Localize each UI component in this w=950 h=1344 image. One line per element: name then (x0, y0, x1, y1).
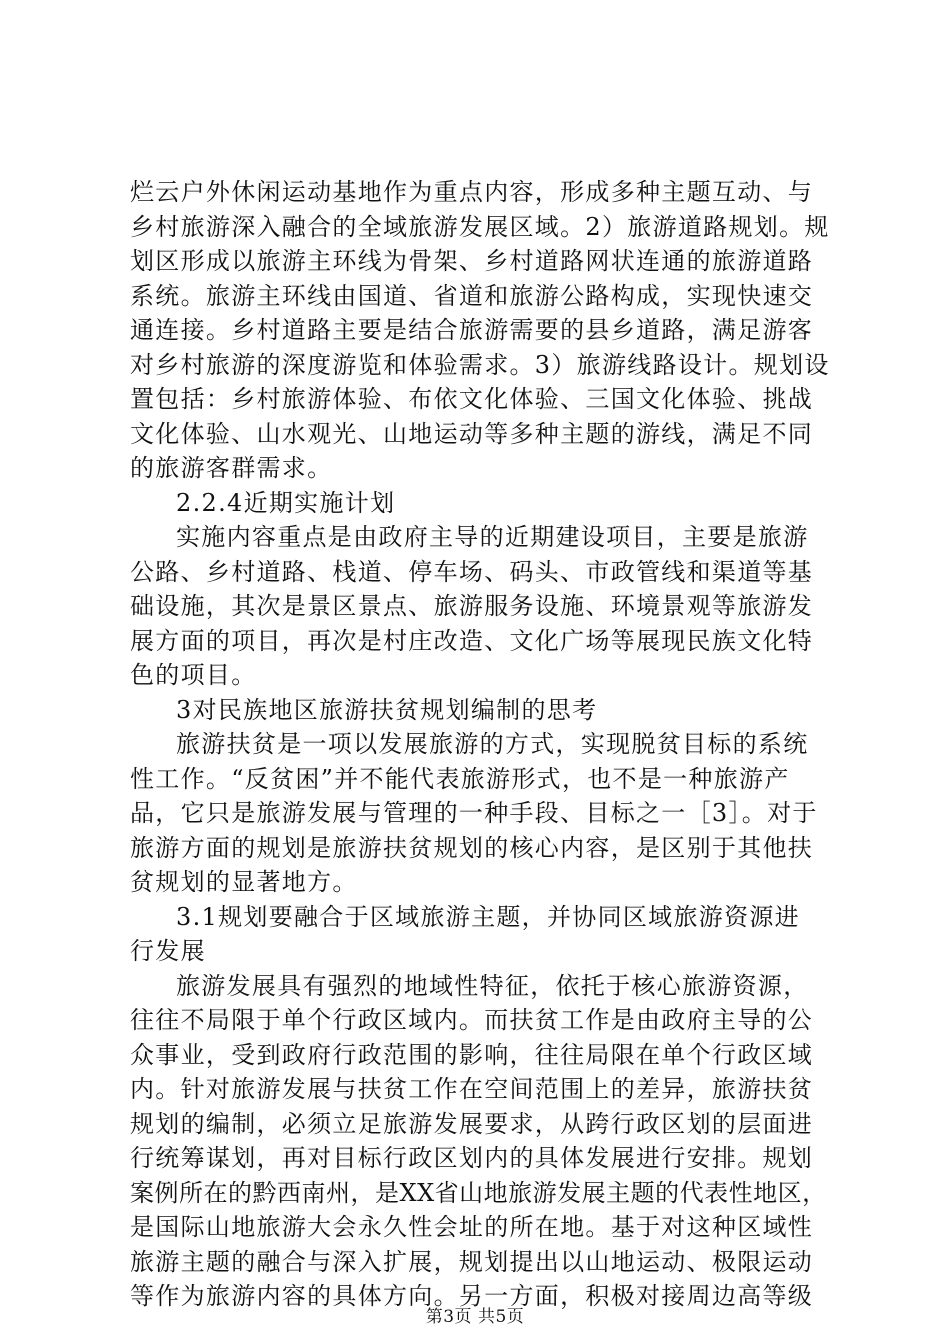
text-line: 旅游发展具有强烈的地域性特征，依托于核心旅游资源， (176, 971, 809, 1000)
text-line: 规划的编制，必须立足旅游发展要求，从跨行政区划的层面进 (130, 1109, 814, 1138)
text-line: 旅游扶贫是一项以发展旅游的方式，实现脱贫目标的系统 (176, 730, 809, 758)
text-line: 文化体验、山水观光、山地运动等多种主题的游线，满足不同 (130, 419, 814, 448)
text-line: 乡村旅游深入融合的全域旅游发展区域。2）旅游道路规划。规 (130, 212, 830, 241)
text-line: 性工作。“反贫困”并不能代表旅游形式，也不是一种旅游产 (130, 764, 790, 793)
text-line: 3.1规划要融合于区域旅游主题，并协同区域旅游资源进 (176, 902, 800, 931)
text-line: 置包括：乡村旅游体验、布依文化体验、三国文化体验、挑战 (130, 385, 814, 413)
text-line: 旅游方面的规划是旅游扶贫规划的核心内容，是区别于其他扶 (130, 833, 814, 862)
text-line: 往往不局限于单个行政区域内。而扶贫工作是由政府主导的公 (130, 1006, 814, 1034)
text-line: 行统筹谋划，再对目标行政区划内的具体发展进行安排。规划 (130, 1144, 814, 1172)
text-line: 3对民族地区旅游扶贫规划编制的思考 (176, 695, 598, 724)
text-line: 贫规划的显著地方。 (130, 868, 358, 896)
text-line: 对乡村旅游的深度游览和体验需求。3）旅游线路设计。规划设 (130, 350, 830, 379)
text-line: 旅游主题的融合与深入扩展，规划提出以山地运动、极限运动 (130, 1247, 814, 1276)
text-line: 是国际山地旅游大会永久性会址的所在地。基于对这种区域性 (130, 1213, 814, 1241)
text-line: 内。针对旅游发展与扶贫工作在空间范围上的差异，旅游扶贫 (130, 1075, 814, 1103)
page-number-footer: 第3页 共5页 (425, 1307, 525, 1327)
text-line: 众事业，受到政府行政范围的影响，往往局限在单个行政区域 (130, 1040, 814, 1069)
text-line: 的旅游客群需求。 (130, 454, 333, 482)
text-line: 品，它只是旅游发展与管理的一种手段、目标之一［3］。对于 (130, 799, 818, 827)
text-line: 等作为旅游内容的具体方向。另一方面，积极对接周边高等级 (130, 1282, 814, 1310)
text-line: 案例所在的黔西南州，是XX省山地旅游发展主题的代表性地区， (130, 1178, 827, 1207)
text-line: 色的项目。 (130, 661, 257, 689)
text-line: 系统。旅游主环线由国道、省道和旅游公路构成，实现快速交 (130, 281, 814, 310)
text-line: 划区形成以旅游主环线为骨架、乡村道路网状连通的旅游道路 (130, 247, 814, 275)
text-line: 通连接。乡村道路主要是结合旅游需要的县乡道路，满足游客 (130, 316, 814, 344)
text-line: 础设施，其次是景区景点、旅游服务设施、环境景观等旅游发 (130, 592, 814, 620)
text-line: 实施内容重点是由政府主导的近期建设项目，主要是旅游 (176, 523, 809, 551)
text-line: 行发展 (130, 937, 206, 965)
text-line: 公路、乡村道路、栈道、停车场、码头、市政管线和渠道等基 (130, 557, 814, 586)
text-line: 2.2.4近期实施计划 (176, 488, 396, 517)
text-line: 展方面的项目，再次是村庄改造、文化广场等展现民族文化特 (130, 626, 814, 655)
text-line: 烂云户外休闲运动基地作为重点内容，形成多种主题互动、与 (130, 178, 814, 206)
body-text (130, 175, 830, 1314)
